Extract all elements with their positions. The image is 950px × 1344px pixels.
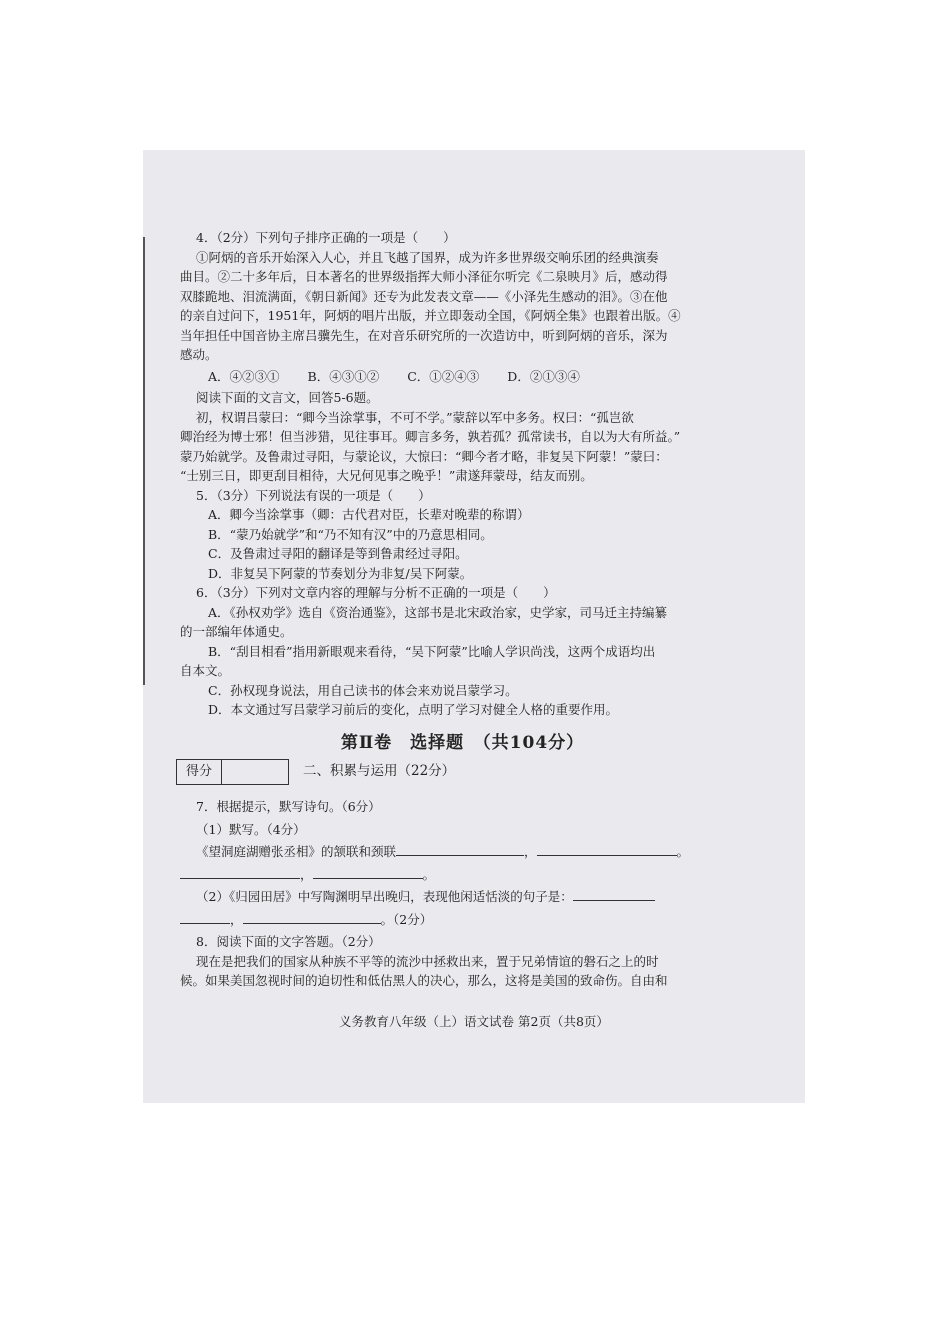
q4-option-a: A．④②③① [208, 368, 280, 384]
q5-stem: 5．（3分）下列说法有误的一项是（ ） [196, 487, 431, 503]
q6-option-a: A．《孙权劝学》选自《资治通鉴》，这部书是北宋政治家，史学家，司马迁主持编纂 [208, 604, 668, 620]
question-5 [180, 486, 725, 584]
q4-line: ①阿炳的音乐开始深入人心，并且飞越了国界，成为许多世界级交响乐团的经典演奏 [196, 249, 659, 265]
q8-line: 候。如果美国忽视时间的迫切性和低估黑人的决心，那么，这将是美国的致命伤。自由和 [180, 973, 668, 988]
q5-option-d: D．非复吴下阿蒙的节奏划分为非复/吴下阿蒙。 [208, 565, 473, 581]
question-6 [180, 583, 725, 720]
q4-option-d: D．②①③④ [507, 368, 580, 384]
answer-blank[interactable] [180, 910, 230, 924]
score-row [176, 759, 725, 785]
q6-option-d: D．本文通过写吕蒙学习前后的变化，点明了学习对健全人格的重要作用。 [208, 702, 619, 717]
answer-blank[interactable] [180, 865, 300, 879]
answer-blank[interactable] [537, 842, 677, 856]
q7-sub2-text: （2）《归园田居》中写陶渊明早出晚归，表现他闲适恬淡的句子是： [196, 889, 573, 904]
q6-option-b: B．“刮目相看”指用新眼观来看待，“吴下阿蒙”比喻人学识尚浅，这两个成语均出 [208, 643, 656, 659]
q6-option-c: C．孙权现身说法，用自己读书的体会来劝说吕蒙学习。 [208, 682, 518, 698]
question-8 [180, 932, 725, 991]
q4-line: 感动。 [180, 347, 218, 362]
answer-blank[interactable] [396, 842, 524, 856]
q4-line: 曲目。②二十多年后，日本著名的世界级指挥大师小泽征尔听完《二泉映月》后，感动得 [180, 269, 668, 284]
q7-sub2-end: 。（2分） [380, 911, 433, 927]
q5-option-c: C．及鲁肃过寻阳的翻译是等到鲁肃经过寻阳。 [208, 546, 468, 561]
q8-line: 现在是把我们的国家从种族不平等的流沙中拯救出来，置于兄弟情谊的磐石之上的时 [196, 953, 659, 969]
q4-line: 双膝跪地、泪流满面，《朝日新闻》还专为此发表文章——《小泽先生感动的泪》。③在他 [180, 288, 668, 304]
answer-blank[interactable] [573, 887, 655, 901]
q7-sub1-line-2 [180, 865, 725, 885]
page-content [180, 228, 725, 991]
reading-intro: 阅读下面的文言文，回答5-6题。 [196, 390, 379, 405]
q7-sub1-line [180, 842, 725, 862]
q4-options [180, 367, 725, 387]
q5-option-a: A．卿今当涂掌事（卿：古代君对臣，长辈对晚辈的称谓） [208, 507, 530, 522]
answer-blank[interactable] [243, 910, 381, 924]
period-mark: 。 [422, 866, 436, 882]
part-2-title: 二、积累与运用（22分） [303, 763, 456, 780]
q4-option-b: B．④③①② [307, 368, 380, 384]
q7-sub2-line-2 [180, 910, 725, 930]
score-box [176, 759, 289, 785]
q6-stem: 6．（3分）下列对文章内容的理解与分析不正确的一项是（ ） [196, 585, 556, 600]
q4-stem: 4．（2分）下列句子排序正确的一项是（ ） [196, 230, 456, 245]
q5-option-b: B．“蒙乃始就学”和“乃不知有汉”中的乃意思相同。 [208, 526, 493, 542]
comma-mark: ， [230, 911, 243, 927]
score-label: 得分 [177, 760, 222, 784]
passage-line: “士别三日，即更刮目相待，大兄何见事之晚乎！”肃遂拜蒙母，结友而别。 [180, 468, 593, 483]
period-mark: 。 [676, 844, 690, 859]
comma-mark: ， [524, 844, 537, 859]
q7-sub1: （1）默写。（4分） [196, 821, 306, 837]
q7-sub1-text: 《望洞庭湖赠张丞相》的颔联和颈联 [196, 844, 397, 859]
q7-stem: 7．根据提示，默写诗句。（6分） [196, 799, 381, 814]
answer-blank[interactable] [313, 865, 423, 879]
comma-mark: ， [300, 866, 313, 882]
passage-line: 初，权谓吕蒙曰：“卿今当涂掌事，不可不学。”蒙辞以军中多务。权曰：“孤岂欲 [196, 409, 634, 425]
q4-line: 的亲自过问下，1951年，阿炳的唱片出版，并立即轰动全国，《阿炳全集》也跟着出版。④ [180, 308, 681, 323]
score-field[interactable] [222, 760, 288, 784]
binding-edge-line [143, 237, 145, 685]
classical-passage [180, 408, 725, 486]
q8-stem: 8．阅读下面的文字答题。（2分） [196, 934, 381, 949]
page-footer: 义务教育八年级（上）语文试卷 第2页（共8页） [339, 1014, 609, 1029]
question-7 [180, 797, 725, 929]
passage-line: 卿治经为博士邪！但当涉猎，见往事耳。卿言多务，孰若孤？孤常读书，自以为大有所益。” [180, 429, 681, 444]
q4-line: 当年担任中国音协主席吕骥先生，在对音乐研究所的一次造访中，听到阿炳的音乐，深为 [180, 327, 668, 343]
q4-option-c: C．①②④③ [407, 368, 480, 384]
q7-sub2-line [180, 887, 725, 907]
passage-line: 蒙乃始就学。及鲁肃过寻阳，与蒙论议，大惊曰：“卿今者才略，非复吴下阿蒙！”蒙曰： [180, 448, 668, 464]
question-4 [180, 228, 725, 386]
section-2-title: 第Ⅱ卷 选择题 （共104分） [340, 732, 585, 753]
q6-option-a-cont: 的一部编年体通史。 [180, 624, 293, 639]
q6-option-b-cont: 自本文。 [180, 663, 231, 678]
